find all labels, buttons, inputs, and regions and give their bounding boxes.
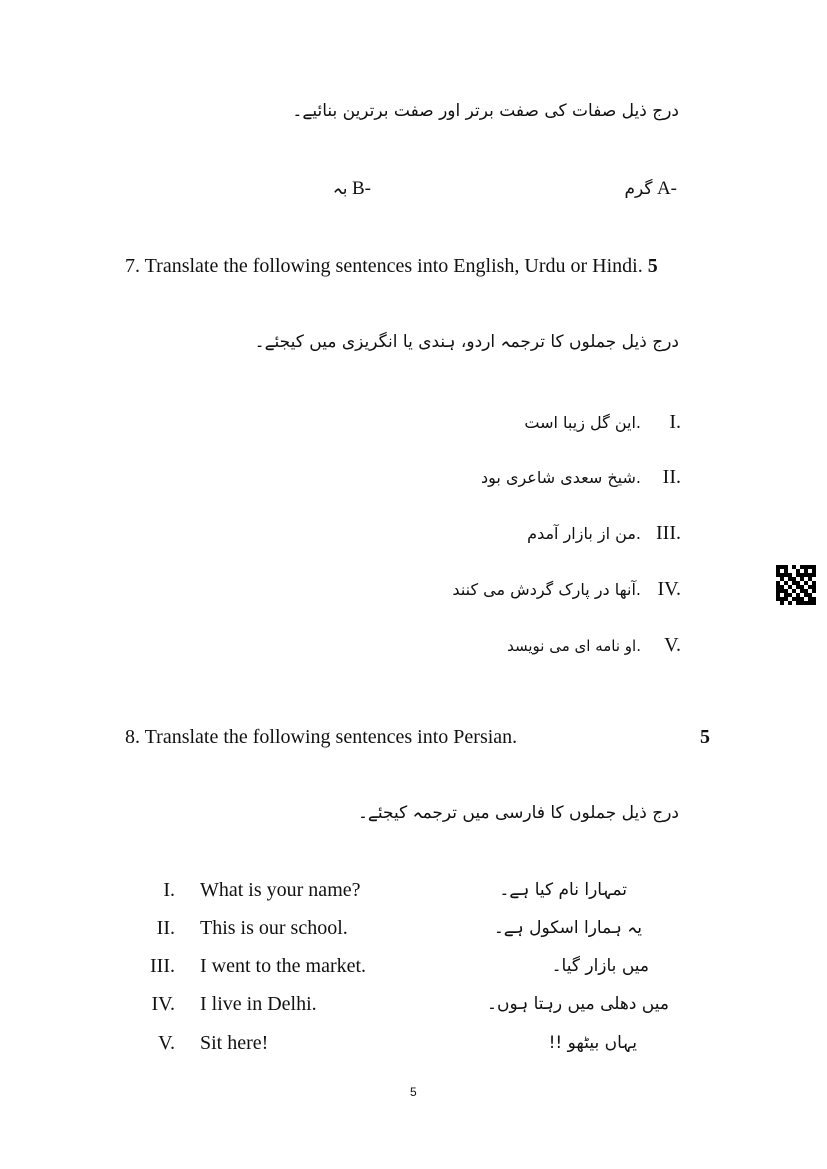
q6-option-a <box>624 178 677 200</box>
q8-item-urdu: یہاں بیٹھو !! <box>548 1033 637 1053</box>
q8-item-roman: I. <box>163 879 175 901</box>
q8-item-roman: IV. <box>151 993 175 1015</box>
q7-marks: 5 <box>647 255 658 277</box>
q7-item-persian: این گل زیبا است. <box>524 413 641 432</box>
q7-item-persian: من از بازار آمدم. <box>527 524 641 543</box>
q8-instruction: درج ذیل جملوں کا فارسی میں ترجمہ کیجئے۔ <box>357 803 679 823</box>
q8-question <box>125 726 517 749</box>
q8-item-urdu: میں بازار گیا۔ <box>551 956 649 976</box>
q8-item-urdu: تمہارا نام کیا ہے۔ <box>499 880 627 900</box>
q7-question <box>125 255 658 278</box>
q6-option-a-label: A- <box>656 178 677 199</box>
q7-item-roman: I. <box>669 411 681 433</box>
q7-item-persian: او نامه ای می نویسد. <box>507 637 641 655</box>
q7-item-roman: V. <box>664 634 681 656</box>
q8-item-roman: III. <box>150 955 175 977</box>
q7-item <box>507 634 681 657</box>
q7-item-persian: شیخ سعدی شاعری بود. <box>481 468 641 487</box>
q8-item-urdu: یہ ہمارا اسکول ہے۔ <box>493 918 642 938</box>
page-number: 5 <box>410 1085 417 1099</box>
q8-number: 8. <box>125 726 140 748</box>
q7-item-roman: II. <box>662 466 681 488</box>
q6-option-b-label: B- <box>352 178 371 199</box>
q7-item-roman: IV. <box>657 578 681 600</box>
q8-item-english: What is your name? <box>200 879 361 901</box>
q7-number: 7. <box>125 255 140 277</box>
q7-item-roman: III. <box>656 522 681 544</box>
q7-item <box>527 522 681 545</box>
q8-item-urdu: میں دھلی میں رہتا ہوں۔ <box>487 994 669 1014</box>
q6-option-a-word: گرم <box>624 179 653 199</box>
q8-item-roman: V. <box>158 1032 175 1054</box>
q7-item <box>524 411 681 434</box>
q7-item-persian: آنها در پارک گردش می کنند. <box>452 580 641 599</box>
q8-item-english: Sit here! <box>200 1032 269 1054</box>
q8-item-english: This is our school. <box>200 917 348 939</box>
qr-code-icon <box>776 565 816 605</box>
q8-item-english: I went to the market. <box>200 955 367 977</box>
q6-option-b <box>333 178 371 200</box>
q7-item <box>481 466 681 489</box>
q8-text: Translate the following sentences into Persian. <box>144 726 518 748</box>
q8-item-roman: II. <box>156 917 175 939</box>
q7-text: Translate the following sentences into English, Urdu or Hindi. <box>144 255 643 277</box>
q7-item <box>452 578 681 601</box>
q6-option-b-word: بہ <box>332 179 348 199</box>
q6-instruction: درج ذیل صفات کی صفت برتر اور صفت برترین بنائیے۔ <box>292 101 679 121</box>
q8-marks: 5 <box>700 726 710 748</box>
q8-item-english: I live in Delhi. <box>200 993 317 1015</box>
q7-instruction: درج ذیل جملوں کا ترجمہ اردو، ہندی یا انگریزی میں کیجئے۔ <box>254 332 679 352</box>
